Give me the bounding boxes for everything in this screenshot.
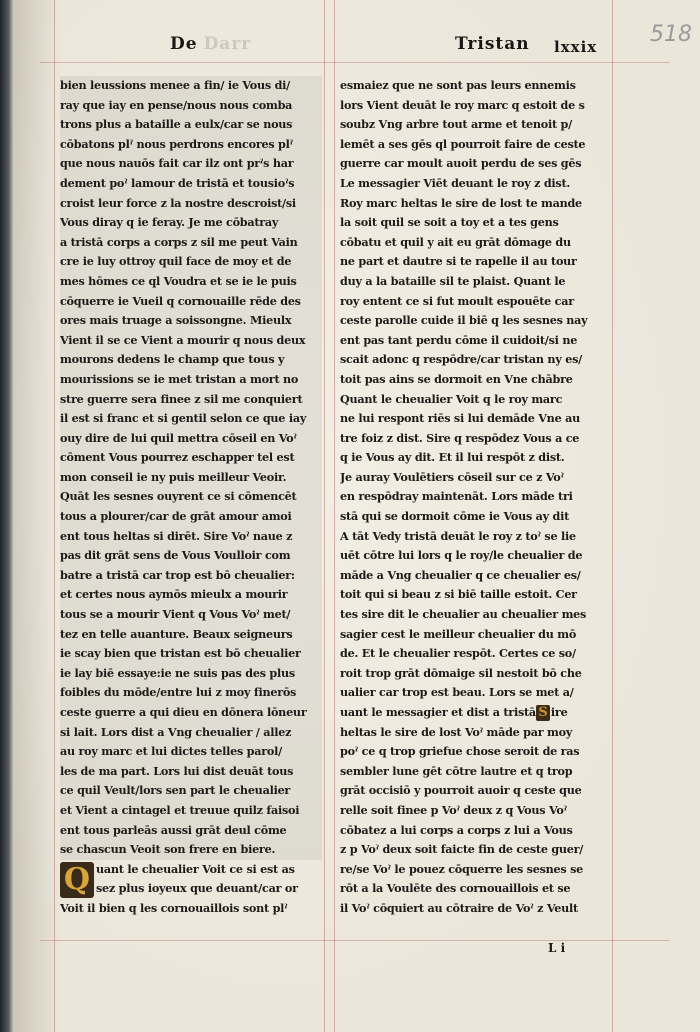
text-line: ouy dire de lui quil mettra cōseil en Voˀ <box>60 429 322 449</box>
text-line: en respōdray maintenāt. Lors māde tri <box>340 489 573 504</box>
text-line-part: ire <box>550 705 568 719</box>
text-line: cre ie luy ottroy quil face de moy et de <box>60 252 322 272</box>
text-line: roy entent ce si fut moult espouēte car <box>340 293 574 308</box>
text-line: tre foiz z dist. Sire q respōdez Vous a ce <box>340 430 580 445</box>
text-line: uant le cheualier Voit ce si est as <box>96 861 295 876</box>
text-line: si lait. Lors dist a Vng cheualier / allez <box>60 723 322 743</box>
text-line: a tristā corps a corps z sil me peut Vain <box>60 233 322 253</box>
text-line: ne part et dautre si te rapelle il au tour <box>340 254 577 269</box>
ruling-line <box>40 62 670 63</box>
text-line: A tāt Vedy tristā deuāt le roy z toˀ se lie <box>340 528 576 543</box>
text-line: cōbatons plˀ nous perdrons encores plˀ <box>60 135 322 155</box>
text-line: ent tous parleās aussi grāt deul cōme <box>60 821 322 841</box>
text-line: ceste parolle cuide il biē q les sesnes nay <box>340 313 588 328</box>
text-line: ie lay biē essaye:ie ne suis pas des plus <box>60 664 322 684</box>
text-line: sagier cest le meilleur cheualier du mō <box>340 626 577 641</box>
text-line: Vous diray q ie feray. Je me cōbatray <box>60 213 322 233</box>
text-line: q ie Vous ay dit. Et il lui respōt z dist. <box>340 450 565 465</box>
text-line: ce quil Veult/lors sen part le cheualier <box>60 781 322 801</box>
text-line: ray que iay en pense/nous nous comba <box>60 96 322 116</box>
text-line: z p Voˀ deux soit faicte fin de ceste guer/ <box>340 842 584 857</box>
text-line: ne lui respont riēs si lui demāde Vne au <box>340 411 580 426</box>
header-left: De Darr <box>170 34 252 54</box>
text-line: Roy marc heltas le sire de lost te mande <box>340 195 582 210</box>
text-line: les de ma part. Lors lui dist deuāt tous <box>60 762 322 782</box>
text-line: lors Vient deuāt le roy marc q estoit de s <box>340 97 585 112</box>
book-gutter <box>0 0 14 1032</box>
text-line: sembler lune gēt cōtre lautre et q trop <box>340 763 573 778</box>
text-line: de. Et le cheualier respōt. Certes ce so/ <box>340 646 576 661</box>
text-line-part: uant le messagier et dist a tristā <box>340 705 536 719</box>
text-line: relle soit finee p Voˀ deux z q Vous Voˀ <box>340 802 567 817</box>
text-line <box>340 703 612 723</box>
text-line: esmaiez que ne sont pas leurs ennemis <box>340 78 576 92</box>
text-line: au roy marc et lui dictes telles parol/ <box>60 742 322 762</box>
text-line: mon conseil ie ny puis meilleur Veoir. <box>60 468 322 488</box>
ruling-line <box>54 0 55 1032</box>
header-right: Tristan <box>455 34 530 54</box>
text-line: soubz Vng arbre tout arme et tenoit p/ <box>340 117 572 132</box>
text-line: ent pas tant perdu cōme il cuidoit/si ne <box>340 332 578 347</box>
text-line: tous se a mourir Vient q Vous Voˀ met/ <box>60 605 322 625</box>
text-line: ent tous heltas si dirēt. Sire Voˀ naue z <box>60 527 322 547</box>
decorated-initial: Q <box>60 862 94 898</box>
text-line: uēt cōtre lui lors q le roy/le cheualier de <box>340 548 583 563</box>
text-line: mourons dedens le champ que tous y <box>60 350 322 370</box>
text-line: duy a la bataille sil te plaist. Quant le <box>340 273 566 288</box>
text-line: stre guerre sera finee z sil me conquiert <box>60 390 322 410</box>
text-line: Quāt les sesnes ouyrent ce si cōmencēt <box>60 487 322 507</box>
small-decorated-initial: S <box>536 705 550 721</box>
text-line: et Vient a cintagel et treuue quilz faisoi <box>60 801 322 821</box>
text-line: pas dit grāt sens de Vous Voulloir com <box>60 546 322 566</box>
text-line: il est si franc et si gentil selon ce que iay <box>60 409 322 429</box>
text-line: foibles du mōde/entre lui z moy finerōs <box>60 683 322 703</box>
text-line: et certes nous aymōs mieulx a mourir <box>60 585 322 605</box>
text-line: poˀ ce q trop griefue chose seroit de ras <box>340 744 580 759</box>
text-line: toit qui si beau z si biē taille estoit. Cer <box>340 587 577 602</box>
right-text-column <box>340 76 612 919</box>
signature-mark: L i <box>548 941 566 955</box>
text-line: māde a Vng cheualier q ce cheualier es/ <box>340 567 581 582</box>
text-line: cōbatez a lui corps a corps z lui a Vous <box>340 822 573 837</box>
text-line: guerre car moult auoit perdu de ses gēs <box>340 156 582 171</box>
ruling-line <box>612 0 613 1032</box>
text-line: toit pas ains se dormoit en Vne chābre <box>340 371 573 386</box>
text-line: tez en telle auanture. Beaux seigneurs <box>60 625 322 645</box>
text-line: ceste guerre a qui dieu en dōnera lōneur <box>60 703 322 723</box>
text-line: Voit il bien q les cornouaillois sont plˀ <box>60 900 288 915</box>
text-line: Quant le cheualier Voit q le roy marc <box>340 391 563 406</box>
text-line: lemēt a ses gēs ql pourroit faire de ceste <box>340 136 586 151</box>
text-line: batre a tristā car trop est bō cheualier: <box>60 566 322 586</box>
text-line: cōquerre ie Vueil q cornouaille rēde des <box>60 292 322 312</box>
text-line: ualier car trop est beau. Lors se met a/ <box>340 685 574 700</box>
text-line: Vient il se ce Vient a mourir q nous deux <box>60 331 322 351</box>
text-line: cōbatu et quil y ait eu grāt dōmage du <box>340 234 571 249</box>
text-line: sez plus ioyeux que deuant/car or <box>96 881 298 896</box>
text-line: heltas le sire de lost Voˀ māde par moy <box>340 724 573 739</box>
text-line: Je auray Voulētiers cōseil sur ce z Voˀ <box>340 469 564 484</box>
header-left-showthrough: Darr <box>203 34 252 54</box>
ruling-line <box>324 0 325 1032</box>
text-line: ie scay bien que tristan est bō cheualier <box>60 644 322 664</box>
pencil-page-number: 518 <box>650 22 692 47</box>
text-line: mes hōmes ce ql Voudra et se ie le puis <box>60 272 322 292</box>
text-line: cōment Vous pourrez eschapper tel est <box>60 448 322 468</box>
text-line: roit trop grāt dōmaige sil nestoit bō che <box>340 665 582 680</box>
text-line: croist leur force z la nostre descroist/si <box>60 194 322 214</box>
text-line: stā qui se dormoit cōme ie Vous ay dit <box>340 509 570 524</box>
text-line: rōt a la Voulēte des cornouaillois et se <box>340 881 571 896</box>
text-line: dement poˀ lamour de tristā et tousioˀs <box>60 174 322 194</box>
text-line: grāt occisiō y pourroit auoir q ceste que <box>340 783 582 798</box>
text-line: que nous nauōs fait car ilz ont prˀs har <box>60 154 322 174</box>
text-line: se chascun Veoit son frere en biere. <box>60 840 322 860</box>
left-text-column <box>60 76 322 919</box>
text-line: trons plus a bataille a eulx/car se nous <box>60 115 322 135</box>
text-line: tous a plourer/car de grāt amour amoi <box>60 507 322 527</box>
text-line: Le messagier Viēt deuant le roy z dist. <box>340 175 571 190</box>
text-line: tes sire dit le cheualier au cheualier mes <box>340 607 587 622</box>
text-line: re/se Voˀ le pouez cōquerre les sesnes se <box>340 861 584 876</box>
text-line: il Voˀ cōquiert au cōtraire de Voˀ z Veult <box>340 900 578 915</box>
text-line: ores mais truage a soissongne. Mieulx <box>60 311 322 331</box>
folio-number: lxxix <box>554 38 598 56</box>
initial-paragraph <box>60 860 322 919</box>
ruling-line <box>40 940 670 941</box>
ruling-line <box>334 0 335 1032</box>
text-line: scait adonc q respōdre/car tristan ny es/ <box>340 352 582 367</box>
text-line: la soit quil se soit a toy et a tes gens <box>340 215 559 230</box>
text-line: bien leussions menee a fin/ ie Vous di/ <box>60 76 322 96</box>
text-line: mourissions se ie met tristan a mort no <box>60 370 322 390</box>
